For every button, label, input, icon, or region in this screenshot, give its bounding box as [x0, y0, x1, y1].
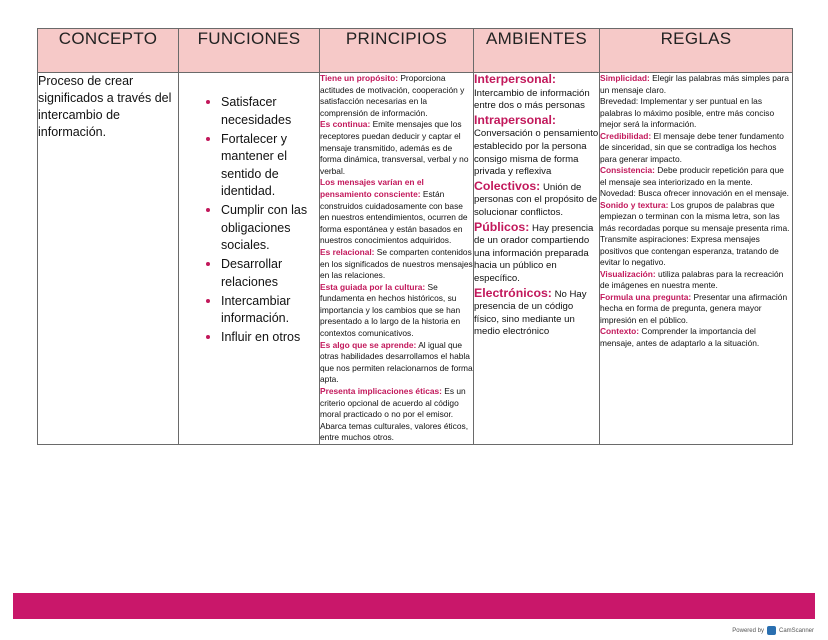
regla-text: Debe producir repetición para que el mensaje sea interiorizado en la mente. — [600, 165, 784, 187]
header-reglas: REGLAS — [600, 29, 793, 73]
ambiente-text: Intercambio de información entre dos o más personas — [474, 87, 590, 112]
principio-text: Emite mensajes que los receptores puedan deducir y captar el mensaje transmitido, además es de forma dinámica, transversal, verbal y no verbal. — [320, 119, 469, 176]
scanner-footer — [732, 626, 814, 635]
ambientes-cell — [474, 73, 600, 445]
regla-title: Contexto: — [600, 326, 640, 336]
ambiente-item — [474, 73, 599, 113]
regla-item — [600, 234, 792, 269]
regla-text: Transmite aspiraciones: Expresa mensajes positivos que contengan esperanza, tratando de evitar lo negativo. — [600, 234, 779, 267]
list-item: • Intercambiar información. — [221, 292, 319, 328]
principio-title: Los mensajes varían en el pensamiento consciente: — [320, 177, 424, 199]
footer-bar — [13, 593, 815, 619]
header-principios: PRINCIPIOS — [320, 29, 474, 73]
ambiente-title: Interpersonal: — [474, 72, 556, 86]
ambiente-title: Públicos: — [474, 219, 530, 234]
regla-text: Los grupos de palabras que empiezan o terminan con la misma letra, son las más recordadas porque su mensaje presenta rima. — [600, 199, 790, 233]
regla-text: utiliza palabras para la recreación de imágenes en nuestra mente. — [600, 268, 784, 290]
regla-item — [600, 96, 792, 131]
principio-title: Tiene un propósito: — [320, 73, 399, 83]
principio-item — [320, 282, 473, 340]
funciones-list — [179, 93, 319, 347]
regla-title: Visualización: — [600, 268, 656, 279]
regla-text: Comprender la importancia del mensaje, antes de adaptarlo a la situación. — [600, 326, 760, 348]
concept-table — [37, 28, 793, 445]
concepto-cell — [38, 73, 179, 445]
regla-item — [600, 292, 792, 327]
regla-title: Consistencia: — [600, 165, 655, 175]
principio-text: Al igual que otras habilidades desarrollamos el habla que nos permiten relacionarnos de forma apta. — [320, 339, 473, 385]
regla-item — [600, 73, 792, 96]
list-item: • Fortalecer y mantener el sentido de identidad. — [221, 130, 319, 201]
principio-title: Es relacional: — [320, 246, 375, 257]
ambiente-title: Colectivos: — [474, 178, 541, 193]
principio-text: Están construidos cuidadosamente con base en nuestros entendimientos, ocurren de forma espontánea y están basados en nuestros conocimientos adquiridos. — [320, 188, 468, 246]
ambiente-title: Intrapersonal: — [474, 112, 556, 127]
regla-text: Elegir las palabras más simples para un mensaje claro. — [600, 73, 789, 95]
regla-item — [600, 269, 792, 292]
header-ambientes: AMBIENTES — [474, 29, 600, 73]
content-row — [38, 73, 793, 445]
ambiente-item — [474, 180, 599, 220]
principio-title: Esta guiada por la cultura: — [320, 281, 426, 292]
ambiente-item — [474, 221, 599, 286]
ambiente-text: Unión de personas con el propósito de solucionar conflictos. — [474, 181, 598, 218]
principio-item — [320, 247, 473, 282]
regla-title: Simplicidad: — [600, 73, 650, 83]
reglas-cell — [600, 73, 793, 445]
regla-title: Sonido y textura: — [600, 199, 669, 210]
camscanner-logo-icon — [767, 626, 776, 635]
ambiente-text: Conversación o pensamiento establecido por la persona consigo misma de forma privada y reflexiva — [474, 128, 599, 178]
principio-title: Presenta implicaciones éticas: — [320, 386, 442, 397]
regla-text: El mensaje debe tener fundamento de sinceridad, sin que se contradiga los hechos para generar impacto. — [600, 130, 784, 164]
regla-item — [600, 165, 792, 188]
concepto-text: Proceso de crear significados a través del intercambio de información. — [38, 74, 172, 139]
ambiente-text: No Hay presencia de un código físico, sino mediante un medio electrónico — [474, 288, 587, 338]
regla-item — [600, 200, 792, 235]
regla-title: Formula una pregunta: — [600, 291, 692, 302]
ambiente-item — [474, 114, 599, 179]
funciones-cell — [179, 73, 320, 445]
list-item: • Desarrollar relaciones — [221, 255, 319, 291]
regla-text: Novedad: Busca ofrecer innovación en el mensaje. — [600, 188, 790, 198]
list-item: • Satisfacer necesidades — [221, 93, 319, 129]
header-row — [38, 29, 793, 73]
regla-item — [600, 188, 792, 200]
regla-item — [600, 131, 792, 166]
regla-item — [600, 326, 792, 349]
principio-item — [320, 177, 473, 247]
principio-item — [320, 73, 473, 119]
principio-title: Es algo que se aprende: — [320, 339, 417, 350]
camscanner-brand: CamScanner — [778, 627, 814, 634]
ambiente-item — [474, 287, 599, 339]
header-concepto: CONCEPTO — [38, 29, 179, 73]
principio-text: Se comparten contenidos en los significados de nuestros mensajes en las relaciones. — [320, 246, 473, 281]
list-item: • Influir en otros — [221, 328, 319, 347]
list-item: • Cumplir con las obligaciones sociales. — [221, 201, 319, 255]
principio-item — [320, 340, 473, 386]
header-funciones: FUNCIONES — [179, 29, 320, 73]
ambiente-title: Electrónicos: — [474, 285, 552, 300]
principio-text: Es un criterio opcional de acuerdo al código moral practicado o no por el emisor. Abarca temas culturales, valores éticos, entre muchos otros. — [320, 386, 469, 443]
principio-item — [320, 119, 473, 177]
ambiente-text: Hay presencia de un orador compartiendo una información preparada hacia un público en específico. — [474, 222, 594, 284]
principio-text: Proporciona actitudes de motivación, cooperación y satisfacción necesarias en la comprensión de información. — [320, 73, 465, 118]
principio-text: Se fundamenta en hechos históricos, su importancia y los cambios que se han presentado a lo largo de la historia en contextos comunicativos. — [320, 281, 461, 339]
powered-by-label: Powered by — [732, 627, 764, 634]
regla-text: Brevedad: Implementar y ser puntual en las palabras lo máximo posible, entre más conciso mejor será la información. — [600, 96, 775, 129]
principios-cell — [320, 73, 474, 445]
regla-title: Credibilidad: — [600, 130, 652, 141]
principio-item — [320, 386, 473, 444]
principio-title: Es continua: — [320, 119, 371, 130]
regla-text: Presentar una afirmación hecha en forma de pregunta, genera mayor impresión en el público. — [600, 291, 788, 325]
